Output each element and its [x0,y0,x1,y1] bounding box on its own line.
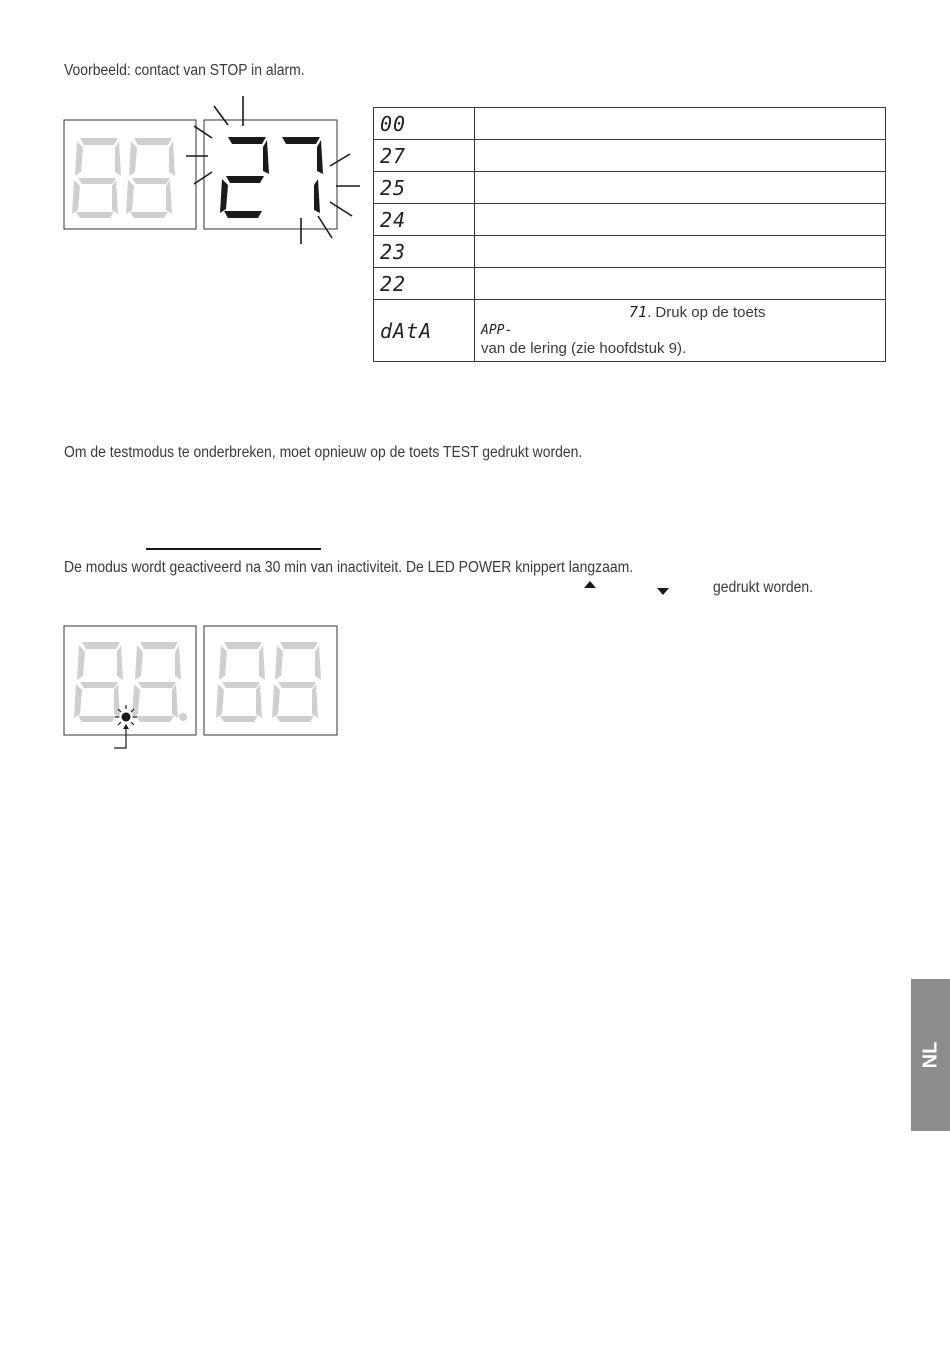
description-cell [475,236,886,268]
description-line-2: APP- [481,323,513,338]
arrow-up-icon [583,580,597,590]
code-cell: 24 [374,204,475,236]
display-right-panel [204,626,337,735]
display-right-panel [186,96,360,244]
description-line-3: van de lering (zie hoofdstuk 9). [481,340,687,357]
display-left-panel [64,120,196,229]
description-cell [475,140,886,172]
description-text: . Druk op de toets [647,304,766,321]
display-left-panel [64,626,196,748]
arrow-down-icon [656,586,670,596]
code-cell: 25 [374,172,475,204]
code-cell: 22 [374,268,475,300]
language-tab [911,979,950,1131]
table-row [374,300,886,362]
language-tab-label: NL [919,1041,941,1069]
table-row [374,108,886,140]
table-row [374,204,886,236]
alarm-codes-table [373,107,886,362]
display-bottom-illustration [60,622,345,752]
code-cell: dAtA [374,300,475,362]
description-line-1 [481,303,879,322]
description-cell [475,268,886,300]
code-cell: 00 [374,108,475,140]
test-exit-text: Om de testmodus te onderbreken, moet opnieuw op de toets TEST gedrukt worden. [64,444,583,461]
heading-underline [146,548,321,550]
example-caption: Voorbeeld: contact van STOP in alarm. [64,62,305,79]
arrows-text: gedrukt worden. [713,579,814,596]
table-row [374,236,886,268]
table-row [374,172,886,204]
code-71: 71 [629,303,648,321]
standby-text: De modus wordt geactiveerd na 30 min van inactiviteit. De LED POWER knippert langzaam. [64,559,634,576]
description-cell [475,172,886,204]
description-cell [475,108,886,140]
description-cell [475,204,886,236]
table-row [374,268,886,300]
table-row [374,140,886,172]
code-cell: 27 [374,140,475,172]
display-top-illustration [60,92,360,247]
code-cell: 23 [374,236,475,268]
description-cell [475,300,886,362]
